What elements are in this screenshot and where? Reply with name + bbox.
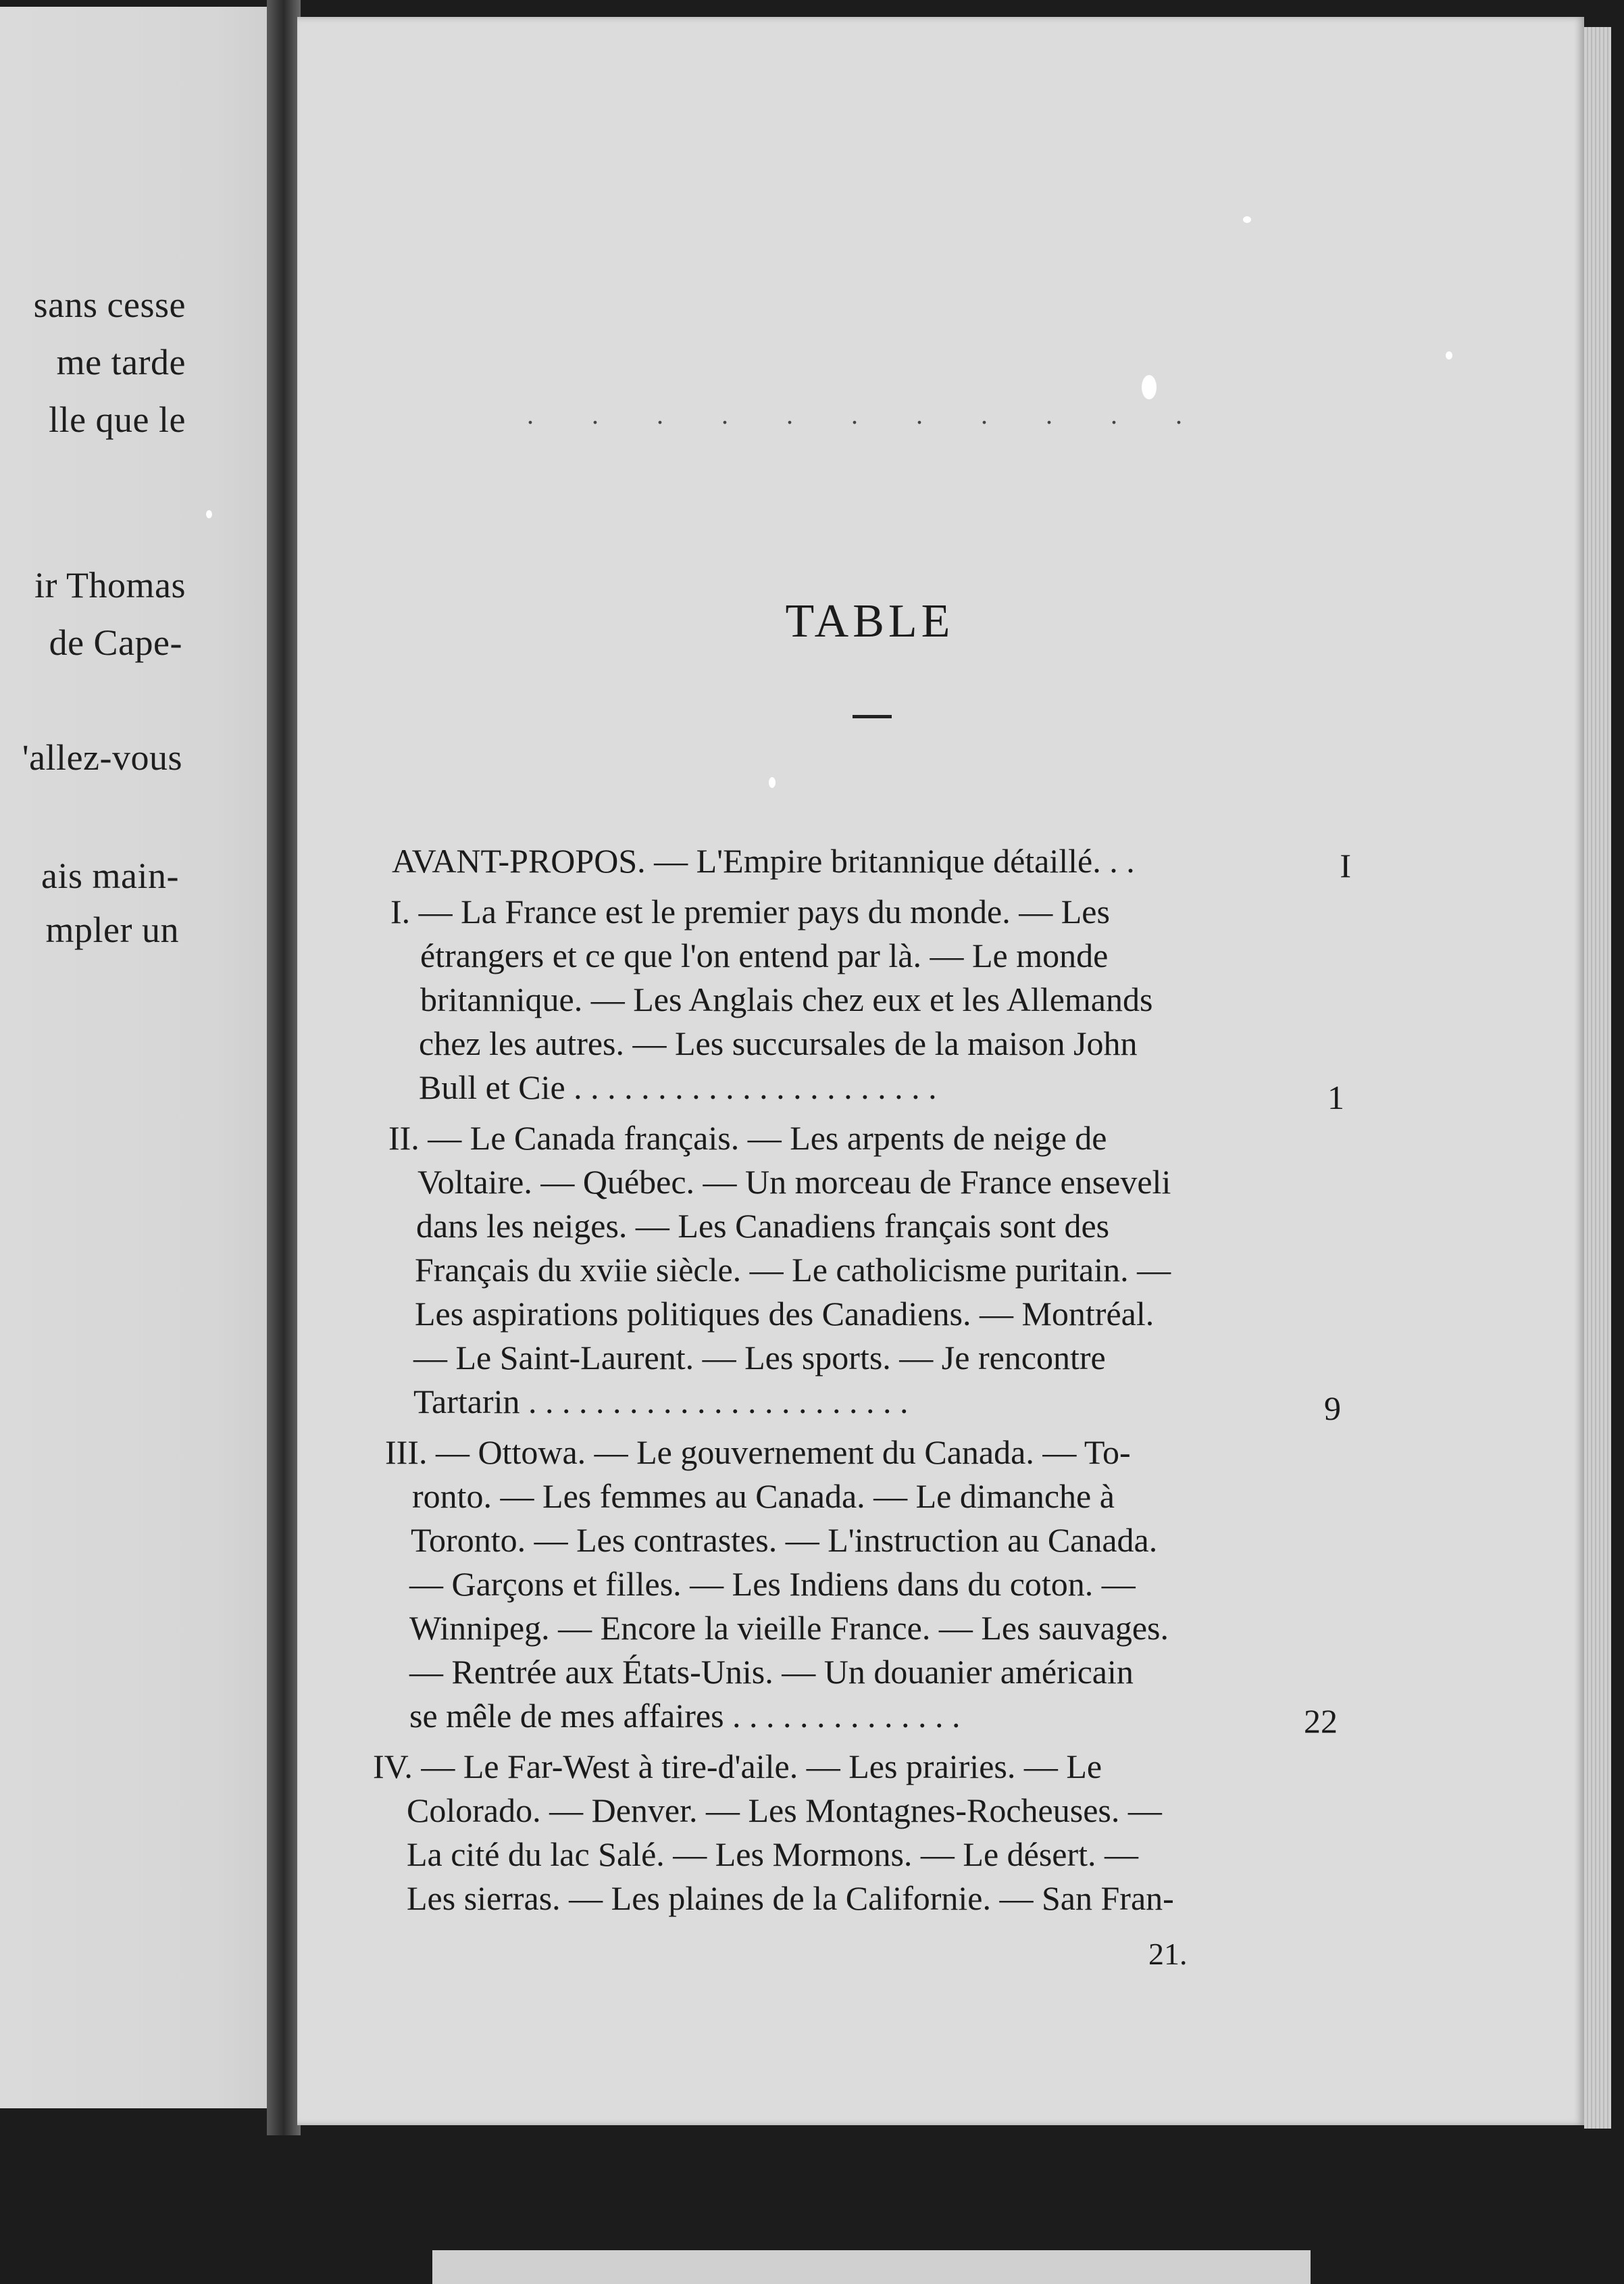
toc-page-number: 9 <box>1324 1389 1341 1427</box>
toc-entry-line: Les sierras. — Les plaines de la Californie. — San Fran- <box>407 1879 1174 1917</box>
toc-entry-line: Bull et Cie . . . . . . . . . . . . . . . . . . . . . . <box>419 1068 937 1106</box>
left-fragment: lle que le <box>49 399 186 440</box>
toc-entry-line: — Rentrée aux États-Unis. — Un douanier américain <box>409 1653 1134 1691</box>
left-fragment: sans cesse <box>33 284 186 325</box>
dotted-ornament: . . . . . . . . . . . <box>527 399 1208 430</box>
toc-entry-line: III. — Ottowa. — Le gouvernement du Canada. — To- <box>385 1433 1131 1471</box>
toc-page-number: 1 <box>1327 1078 1344 1116</box>
toc-entry-line: britannique. — Les Anglais chez eux et les Allemands <box>420 980 1153 1018</box>
toc-entry-line: IV. — Le Far-West à tire-d'aile. — Les prairies. — Le <box>373 1747 1102 1785</box>
left-fragment: me tarde <box>56 342 186 382</box>
toc-entry-line: ronto. — Les femmes au Canada. — Le dimanche à <box>412 1477 1115 1515</box>
toc-entry-line: Français du xviie siècle. — Le catholicisme puritain. — <box>415 1251 1171 1289</box>
toc-entry-line: se mêle de mes affaires . . . . . . . . . . . . . . <box>409 1697 961 1735</box>
toc-entry-line: — Garçons et filles. — Les Indiens dans du coton. — <box>409 1565 1136 1603</box>
scan-speck <box>1446 351 1452 359</box>
left-fragment: 'allez-vous <box>22 737 182 778</box>
left-fragment: mpler un <box>45 910 179 950</box>
scan-speck <box>206 510 212 518</box>
toc-entry-line: Voltaire. — Québec. — Un morceau de France enseveli <box>417 1163 1171 1201</box>
toc-entry-line: II. — Le Canada français. — Les arpents de neige de <box>388 1119 1107 1157</box>
scan-speck <box>1142 375 1157 399</box>
bottom-page-edge <box>432 2250 1311 2284</box>
book-gutter <box>267 0 301 2135</box>
toc-page-number: I <box>1340 847 1351 885</box>
toc-entry-line: Tartarin . . . . . . . . . . . . . . . . . . . . . . . <box>413 1383 909 1420</box>
left-page <box>0 7 267 2108</box>
toc-entry-line: étrangers et ce que l'on entend par là. — Le monde <box>420 937 1109 974</box>
toc-entry-line: I. — La France est le premier pays du monde. — Les <box>390 893 1110 930</box>
page-edges <box>1584 27 1611 2129</box>
toc-page-number: 22 <box>1304 1702 1338 1740</box>
left-fragment: de Cape- <box>49 622 182 663</box>
toc-entry-line: Les aspirations politiques des Canadiens. — Montréal. <box>415 1295 1154 1333</box>
toc-entry-line: — Le Saint-Laurent. — Les sports. — Je rencontre <box>413 1339 1106 1376</box>
title-rule <box>853 715 892 718</box>
toc-entry-line: Winnipeg. — Encore la vieille France. — Les sauvages. <box>409 1609 1169 1647</box>
scan-speck <box>769 777 776 788</box>
toc-entry-line: chez les autres. — Les succursales de la maison John <box>419 1024 1138 1062</box>
toc-entry-line: Toronto. — Les contrastes. — L'instruction au Canada. <box>411 1521 1158 1559</box>
page-title: TABLE <box>785 595 955 647</box>
scan-speck <box>1243 216 1251 223</box>
left-fragment: ais main- <box>41 855 179 896</box>
left-fragment: ir Thomas <box>34 565 186 605</box>
toc-entry-line: dans les neiges. — Les Canadiens français sont des <box>416 1207 1110 1245</box>
page-folio: 21. <box>1148 1937 1188 1971</box>
toc-entry-line: La cité du lac Salé. — Les Mormons. — Le désert. — <box>407 1835 1139 1873</box>
toc-entry-avant-propos: AVANT-PROPOS. — L'Empire britannique détaillé. . . <box>392 842 1135 880</box>
toc-entry-line: Colorado. — Denver. — Les Montagnes-Rocheuses. — <box>407 1791 1162 1829</box>
